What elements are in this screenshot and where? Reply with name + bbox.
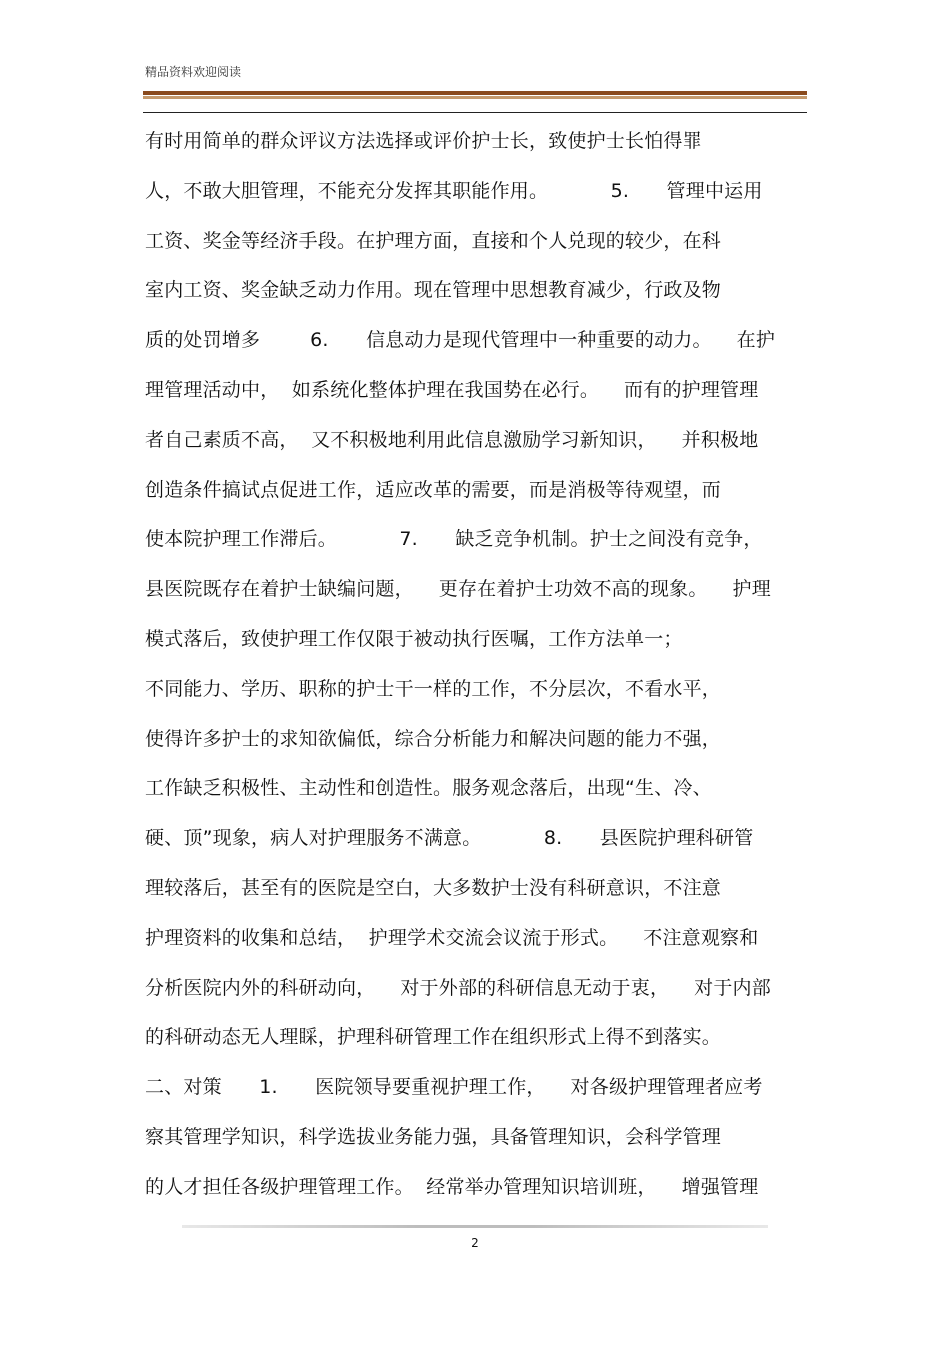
- text-line: 二、对策 1. 医院领导要重视护理工作， 对各级护理管理者应考: [145, 1076, 763, 1099]
- text-line: 的人才担任各级护理管理工作。 经常举办管理知识培训班， 增强管理: [145, 1175, 759, 1198]
- text-line: 质的处罚增多 6. 信息动力是现代管理中一种重要的动力。 在护: [145, 329, 776, 352]
- text-line: 理较落后，甚至有的医院是空白，大多数护士没有科研意识，不注意: [145, 876, 722, 899]
- text-line: 工资、奖金等经济手段。在护理方面，直接和个人兑现的较少，在科: [145, 229, 722, 252]
- text-line: 者自己素质不高， 又不积极地利用此信息激励学习新知识， 并积极地: [145, 428, 759, 451]
- header-rule-thick: [143, 91, 807, 95]
- text-line: 有时用简单的群众评议方法选择或评价护士长，致使护士长怕得罪: [145, 130, 702, 152]
- text-line: 使得许多护士的求知欲偏低，综合分析能力和解决问题的能力不强，: [145, 727, 722, 750]
- text-line: 分析医院内外的科研动向， 对于外部的科研信息无动于衷， 对于内部: [145, 976, 771, 999]
- text-line: 县医院既存在着护士缺编问题， 更存在着护士功效不高的现象。 护理: [145, 578, 771, 601]
- text-line: 的科研动态无人理睬，护理科研管理工作在组织形式上得不到落实。: [145, 1026, 722, 1049]
- text-line: 理管理活动中， 如系统化整体护理在我国势在必行。 而有的护理管理: [145, 378, 759, 401]
- text-line: 硬、顶”现象，病人对护理服务不满意。 8. 县医院护理科研管: [145, 827, 754, 850]
- text-line: 护理资料的收集和总结， 护理学术交流会议流于形式。 不注意观察和: [145, 926, 759, 949]
- page-number: 2: [471, 1236, 479, 1250]
- document-body: [145, 124, 805, 1220]
- footer-rule: [182, 1225, 768, 1228]
- text-line: 室内工资、奖金缺乏动力作用。现在管理中思想教育减少，行政及物: [145, 279, 722, 302]
- text-line: 人，不敢大胆管理，不能充分发挥其职能作用。 5. 管理中运用: [145, 179, 763, 202]
- header-rule-accent: [143, 96, 807, 99]
- text-line: 不同能力、学历、职称的护士干一样的工作，不分层次，不看水平，: [145, 677, 722, 700]
- header-rule-thin: [143, 112, 807, 113]
- page-header-title: 精品资料欢迎阅读: [145, 65, 242, 79]
- text-line: 使本院护理工作滞后。 7. 缺乏竞争机制。护士之间没有竞争，: [145, 528, 763, 551]
- text-line: 模式落后，致使护理工作仅限于被动执行医嘱，工作方法单一；: [145, 627, 683, 650]
- text-line: 创造条件搞试点促进工作，适应改革的需要，而是消极等待观望，而: [145, 478, 722, 501]
- text-line: 察其管理学知识，科学选拔业务能力强，具备管理知识，会科学管理: [145, 1125, 722, 1148]
- text-line: 工作缺乏积极性、主动性和创造性。服务观念落后，出现“生、冷、: [145, 777, 712, 800]
